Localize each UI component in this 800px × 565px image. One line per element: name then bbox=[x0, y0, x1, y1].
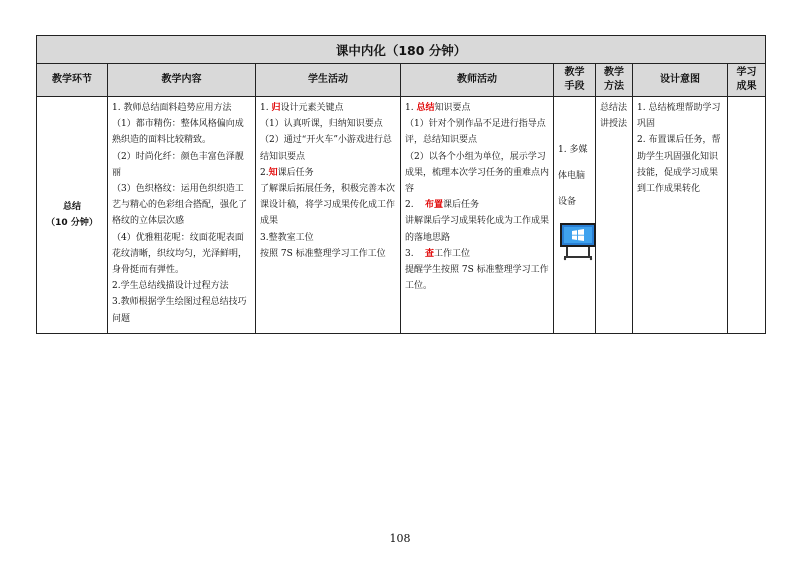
intent-line: 2. 布置课后任务，帮助学生巩固强化知识技能，促成学习成果到工作成果转化 bbox=[637, 135, 721, 195]
page-number: 108 bbox=[389, 532, 411, 545]
lesson-plan-table bbox=[36, 35, 766, 334]
content-line: 1. 教师总结面料趋势应用方法 bbox=[112, 103, 232, 113]
header-row bbox=[37, 64, 766, 97]
header-method: 教学 方法 bbox=[596, 64, 633, 97]
content-line: （4）优雅粗花呢：纹面花呢表面花纹清晰，织纹均匀，光泽鲜明，身骨挺而有弹性。 bbox=[112, 232, 248, 276]
table-row bbox=[37, 97, 766, 334]
method-cell: 总结法 讲授法 bbox=[596, 97, 633, 334]
intent-line: 1. 总结梳理帮助学习巩固 bbox=[637, 103, 721, 130]
content-line: （2）时尚化纤：颜色丰富色泽靓丽 bbox=[112, 151, 244, 178]
teacher-line: 2. 布置课后任务 bbox=[405, 200, 480, 211]
content-line: （3）色织格纹：运用色织织造工艺与精心的色彩组合搭配，强化了格纹的立体层次感 bbox=[112, 184, 248, 227]
content-line: （1）都市精伤：整体风格偏向成熟织造的面料比较精致。 bbox=[112, 119, 244, 146]
computer-monitor-icon bbox=[558, 221, 598, 261]
header-stage: 教学环节 bbox=[37, 64, 108, 97]
highlight-keyword: 查 bbox=[425, 248, 435, 259]
teacher-line: 讲解课后学习成果转化成为工作成果的落地思路 bbox=[405, 216, 550, 243]
teacher-activity-cell bbox=[401, 97, 554, 334]
student-line: 3.整教室工位 bbox=[260, 232, 314, 243]
header-outcome: 学习 成果 bbox=[728, 64, 766, 97]
highlight-keyword: 归 bbox=[271, 103, 281, 113]
content-line: 2.学生总结线描设计过程方法 bbox=[112, 281, 229, 292]
header-student-activity: 学生活动 bbox=[256, 64, 401, 97]
student-line: 1. 归设计元素关键点 bbox=[260, 103, 344, 113]
student-activity-cell bbox=[256, 97, 401, 334]
teacher-line: （2）以各个小组为单位，展示学习成果，梳理本次学习任务的重难点内容 bbox=[405, 151, 550, 195]
header-design-intent: 设计意图 bbox=[633, 64, 728, 97]
student-line: （1）认真听课，归纳知识要点 bbox=[260, 119, 383, 130]
header-teacher-activity: 教师活动 bbox=[401, 64, 554, 97]
teacher-line: （1）针对个别作品不足进行指导点评，总结知识要点 bbox=[405, 119, 546, 146]
table-title: 课中内化（180 分钟） bbox=[37, 36, 766, 64]
student-line: 了解课后拓展任务，积极完善本次课设计稿，将学习成果传化成工作成果 bbox=[260, 184, 396, 227]
highlight-keyword: 总结 bbox=[416, 103, 435, 113]
stage-cell: 总结 （10 分钟） bbox=[37, 97, 108, 334]
content-cell bbox=[108, 97, 256, 334]
design-intent-cell bbox=[633, 97, 728, 334]
student-line: 按照 7S 标准整理学习工作工位 bbox=[260, 248, 386, 259]
teacher-line: 提醒学生按照 7S 标准整理学习工作工位。 bbox=[405, 265, 549, 292]
header-content: 教学内容 bbox=[108, 64, 256, 97]
student-line: 2.知课后任务 bbox=[260, 167, 314, 178]
content-line: 3.教师根据学生绘图过程总结技巧问题 bbox=[112, 297, 247, 324]
highlight-keyword: 知 bbox=[268, 167, 278, 178]
student-line: （2）通过“开火车”小游戏进行总结知识要点 bbox=[260, 135, 392, 162]
highlight-keyword: 布置 bbox=[425, 200, 444, 211]
teacher-line: 1. 总结知识要点 bbox=[405, 103, 471, 113]
header-media: 教学 手段 bbox=[554, 64, 596, 97]
outcome-cell bbox=[728, 97, 766, 334]
teacher-line: 3. 查工作工位 bbox=[405, 248, 471, 259]
media-cell: 1. 多媒 体电脑 设备 bbox=[554, 97, 596, 334]
